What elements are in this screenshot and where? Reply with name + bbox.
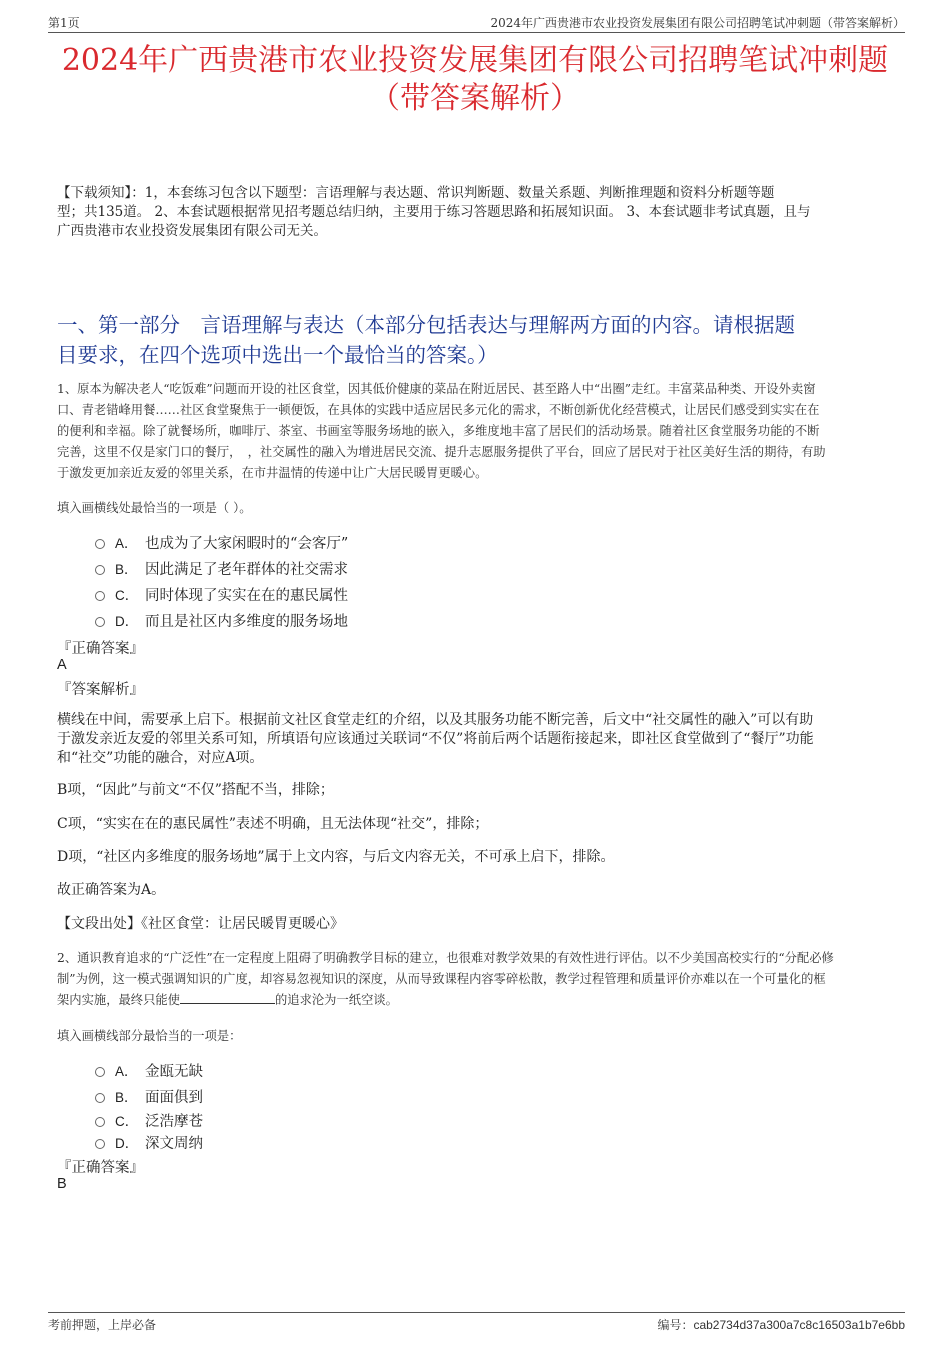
option-text: 深文周纳 [145, 1135, 203, 1152]
option-a[interactable] [95, 1057, 203, 1083]
page-number: 第1页 [48, 16, 80, 30]
section-heading-line: 一、第一部分 言语理解与表达（本部分包括表达与理解两方面的内容。请根据题 [57, 313, 795, 337]
radio-icon[interactable] [95, 591, 105, 601]
document-title [40, 42, 910, 118]
radio-icon[interactable] [95, 1093, 105, 1103]
section-heading-line: 目要求，在四个选项中选出一个最恰当的答案。） [57, 343, 498, 367]
page-header [48, 12, 905, 33]
correct-answer: A [57, 657, 67, 673]
stem-line: 2、通识教育追求的“广泛性”在一定程度上阻碍了明确教学目标的建立，也很难对教学效果的有效性进行评估。以不少美国高校实行的“分配必修 [57, 951, 834, 965]
title-line-2: （带答案解析） [370, 81, 580, 116]
option-letter: C． [115, 1114, 139, 1129]
option-text: 而且是社区内多维度的服务场地 [145, 613, 348, 630]
title-line-1: 2024年广西贵港市农业投资发展集团有限公司招聘笔试冲刺题 [61, 43, 889, 78]
question-2-stem [57, 948, 898, 1011]
radio-icon[interactable] [95, 1117, 105, 1127]
stem-line: 口、青老错峰用餐……社区食堂聚焦于一顿便饭，在具体的实践中适应居民多元化的需求，不断创新优化经营模式，让居民们感受到实实在在 [57, 403, 820, 417]
option-b[interactable] [95, 1083, 203, 1109]
download-notice [57, 184, 898, 241]
analysis-line: 和“社交”功能的融合，对应A项。 [57, 750, 264, 766]
option-b-note: B项，“因此”与前文“不仅”搭配不当，排除； [57, 782, 334, 798]
radio-icon[interactable] [95, 1139, 105, 1149]
option-text: 面面俱到 [145, 1089, 203, 1106]
correct-answer-label: 『正确答案』 [57, 1160, 144, 1176]
option-text: 因此满足了老年群体的社交需求 [145, 561, 348, 578]
option-letter: B． [115, 562, 138, 577]
option-d[interactable] [95, 607, 348, 633]
option-b[interactable] [95, 555, 348, 581]
option-text: 金瓯无缺 [145, 1063, 203, 1080]
radio-icon[interactable] [95, 565, 105, 575]
option-letter: B． [115, 1090, 138, 1105]
section-heading [57, 310, 900, 370]
stem-line: 1、原本为解决老人“吃饭难”问题而开设的社区食堂，因其低价健康的菜品在附近居民、甚至路人中“出圈”走红。丰富菜品种类、开设外卖窗 [57, 382, 816, 396]
question-1-options [95, 529, 348, 633]
analysis-label: 『答案解析』 [57, 682, 144, 698]
correct-answer: B [57, 1176, 67, 1192]
page-footer [48, 1312, 905, 1335]
radio-icon[interactable] [95, 539, 105, 549]
option-text: 泛浩摩苍 [145, 1113, 203, 1130]
analysis-line: 于激发亲近友爱的邻里关系可知，所填语句应该通过关联词“不仅”将前后两个话题衔接起来，即社区食堂做到了“餐厅”功能 [57, 731, 814, 747]
stem-line: 的便利和幸福。除了就餐场所，咖啡厅、茶室、书画室等服务场地的嵌入，多维度地丰富了居民们的活动场景。随着社区食堂服务功能的不断 [57, 424, 820, 438]
option-letter: D． [115, 614, 139, 629]
notice-line: 【下载须知】：1，本套练习包含以下题型：言语理解与表达题、常识判断题、数量关系题、判断推理题和资料分析题等题 [57, 185, 775, 201]
notice-line: 广西贵港市农业投资发展集团有限公司无关。 [57, 223, 327, 239]
option-letter: A． [115, 1064, 138, 1079]
option-c[interactable] [95, 581, 348, 607]
analysis-line: 横线在中间，需要承上启下。根据前文社区食堂走红的介绍，以及其服务功能不断完善，后文中“社交属性的融入”可以有助 [57, 712, 814, 728]
conclusion: 故正确答案为A。 [57, 882, 166, 898]
option-d-note: D项，“社区内多维度的服务场地”属于上文内容，与后文内容无关，不可承上启下，排除。 [57, 849, 615, 865]
stem-line: 于激发更加亲近友爱的邻里关系，在市井温情的传递中让广大居民暖胃更暖心。 [57, 466, 488, 480]
stem-line [57, 990, 898, 1011]
option-a[interactable] [95, 529, 348, 555]
analysis-text [57, 711, 890, 768]
stem-text: 架内实施，最终只能使 [57, 993, 180, 1007]
question-2-options [95, 1057, 203, 1153]
option-d[interactable] [95, 1131, 203, 1153]
stem-line: 完善，这里不仅是家门口的餐厅， ，社交属性的融入为增进居民交流、提升志愿服务提供了平台，回应了居民对于社区美好生活的期待，有助 [57, 445, 826, 459]
question-2-instruction: 填入画横线部分最恰当的一项是： [57, 1029, 242, 1043]
option-text: 也成为了大家闲暇时的“会客厅” [145, 535, 349, 552]
text-source: 【文段出处】《社区食堂：让居民暖胃更暖心》 [57, 916, 344, 932]
question-1-stem [57, 379, 898, 484]
option-letter: C． [115, 588, 139, 603]
radio-icon[interactable] [95, 1067, 105, 1077]
question-1-instruction: 填入画横线处最恰当的一项是（ ）。 [57, 501, 252, 515]
footer-code [657, 1316, 905, 1333]
stem-text: 的追求沦为一纸空谈。 [274, 993, 398, 1007]
correct-answer-label: 『正确答案』 [57, 641, 144, 657]
option-c[interactable] [95, 1109, 203, 1131]
radio-icon[interactable] [95, 617, 105, 627]
stem-line: 制”为例，这一模式强调知识的广度，却容易忽视知识的深度，从而导致课程内容零碎松散，教学过程管理和质量评价亦难以在一个可量化的框 [57, 972, 826, 986]
option-text: 同时体现了实实在在的惠民属性 [145, 587, 348, 604]
notice-line: 型；共135道。 2、本套试题根据常见招考题总结归纳，主要用于练习答题思路和拓展知识面。 3、本套试题非考试真题，且与 [57, 204, 811, 220]
header-doc-name: 2024年广西贵港市农业投资发展集团有限公司招聘笔试冲刺题（带答案解析） [490, 16, 905, 30]
footer-slogan: 考前押题，上岸必备 [48, 1318, 157, 1332]
option-letter: A． [115, 536, 138, 551]
option-c-note: C项，“实实在在的惠民属性”表述不明确，且无法体现“社交”，排除； [57, 816, 489, 832]
code-value: cab2734d37a300a7c8c16503a1b7e6bb [693, 1318, 905, 1332]
code-label: 编号： [657, 1318, 694, 1332]
fill-blank [180, 991, 275, 1004]
option-letter: D． [115, 1136, 139, 1151]
